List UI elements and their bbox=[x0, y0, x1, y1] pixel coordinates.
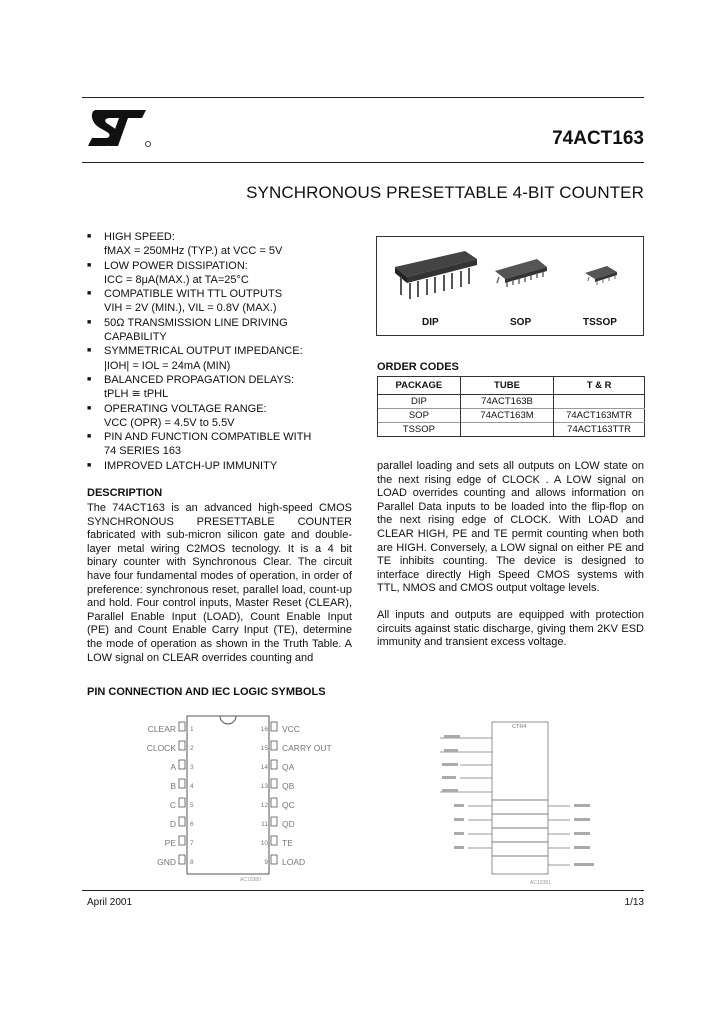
pin-number: 16 bbox=[260, 726, 268, 733]
st-logo bbox=[84, 106, 154, 150]
pin-label: B bbox=[170, 781, 176, 791]
left-pin-labels bbox=[130, 720, 176, 872]
page-title: SYNCHRONOUS PRESETTABLE 4-BIT COUNTER bbox=[246, 183, 644, 202]
order-codes-table bbox=[377, 376, 645, 437]
dip-package-image bbox=[395, 251, 477, 299]
table-cell: TSSOP bbox=[378, 423, 461, 437]
right-pin-numbers bbox=[254, 720, 268, 872]
pin-label: D bbox=[169, 819, 176, 829]
pin-label: QC bbox=[282, 800, 295, 810]
pin-number: 1 bbox=[190, 726, 194, 733]
footer-rule bbox=[82, 890, 644, 891]
tssop-package-image bbox=[585, 266, 617, 285]
dip-label: DIP bbox=[422, 317, 439, 328]
pin-label: C bbox=[169, 800, 176, 810]
table-cell: 74ACT163MTR bbox=[554, 409, 645, 423]
table-cell: 74ACT163TTR bbox=[554, 423, 645, 437]
pin-connection-diagram bbox=[130, 710, 360, 890]
features-list bbox=[87, 230, 357, 473]
pin-number: 8 bbox=[190, 859, 194, 866]
pin-label: LOAD bbox=[282, 857, 306, 867]
feature-item: ■ OPERATING VOLTAGE RANGE: VCC (OPR) = 4.5V to 5.5V bbox=[87, 402, 267, 429]
feature-item: ■ BALANCED PROPAGATION DELAYS: tPLH ≅ tPHL bbox=[87, 373, 295, 401]
table-cell: DIP bbox=[378, 395, 461, 409]
pin-label: VCC bbox=[282, 724, 300, 734]
pin-number: 14 bbox=[260, 764, 268, 771]
footer-page-number: 1/13 bbox=[624, 897, 644, 908]
top-rule bbox=[82, 97, 644, 98]
right-pin-labels bbox=[282, 720, 360, 872]
pin-number: 13 bbox=[260, 783, 268, 790]
feature-item: ■ PIN AND FUNCTION COMPATIBLE WITH 74 SERIES 163 bbox=[87, 431, 312, 458]
pin-number: 2 bbox=[190, 745, 194, 752]
part-number: 74ACT163 bbox=[552, 128, 644, 149]
description-heading: DESCRIPTION bbox=[87, 487, 163, 499]
left-pin-numbers bbox=[190, 720, 202, 872]
ic-caption: AC10380 bbox=[240, 877, 261, 883]
pin-number: 4 bbox=[190, 783, 194, 790]
iec-title: CTR4 bbox=[512, 724, 527, 730]
feature-item: ■ LOW POWER DISSIPATION: ICC = 8μA(MAX.) at TA=25°C bbox=[87, 259, 249, 286]
iec-symbol-drawing bbox=[440, 720, 620, 890]
feature-item: ■ HIGH SPEED: fMAX = 250MHz (TYP.) at VCC = 5V bbox=[87, 231, 283, 258]
pin-label: CARRY OUT bbox=[282, 743, 332, 753]
pin-label: QD bbox=[282, 819, 295, 829]
table-cell: 74ACT163B bbox=[460, 395, 553, 409]
table-cell: SOP bbox=[378, 409, 461, 423]
feature-item: ■ SYMMETRICAL OUTPUT IMPEDANCE: |IOH| = IOL = 24mA (MIN) bbox=[87, 345, 303, 372]
pin-label: GND bbox=[157, 857, 176, 867]
pin-label: CLEAR bbox=[147, 724, 176, 734]
description-right-text-2: All inputs and outputs are equipped with protection circuits against static discharge, giving them 2KV ESD immunity and transient excess voltage. bbox=[377, 609, 644, 649]
pin-number: 10 bbox=[260, 840, 268, 847]
pin-number: 5 bbox=[190, 802, 194, 809]
pin-label: A bbox=[170, 762, 176, 772]
package-images bbox=[376, 236, 644, 336]
pin-number: 3 bbox=[190, 764, 194, 771]
table-cell bbox=[554, 395, 645, 409]
column-header: PACKAGE bbox=[378, 377, 461, 395]
table-cell: 74ACT163M bbox=[460, 409, 553, 423]
table-row bbox=[378, 409, 645, 423]
pin-number: 11 bbox=[261, 821, 268, 828]
table-header-row bbox=[378, 377, 645, 395]
pin-number: 9 bbox=[264, 859, 268, 866]
feature-item: ■ 50Ω TRANSMISSION LINE DRIVING CAPABILITY bbox=[87, 316, 288, 344]
sop-package-image bbox=[495, 259, 547, 287]
column-header: T & R bbox=[554, 377, 645, 395]
table-cell bbox=[460, 423, 553, 437]
pin-number: 15 bbox=[260, 745, 268, 752]
footer-date: April 2001 bbox=[87, 897, 133, 908]
description-left-text: The 74ACT163 is an advanced high-speed CMOS SYNCHRONOUS PRESETTABLE COUNTER fabricated with sub-micron silicon gate and double-layer metal wiring C2MOS tecnology. It is a 4 bit binary counter with Synchronous Clear. The circuit have four fundamental modes of operation, in order of preference: synchronous reset, parallel load, count-up and hold. Four control inputs, Master Reset (CLEAR), Parallel Enable Input (LOAD), Count Enable Input (PE) and Count Enable Carry Input (TE), determine the mode of operation as shown in the Truth Table. A LOW signal on CLEAR overrides counting and bbox=[87, 502, 352, 664]
table-row bbox=[378, 423, 645, 437]
feature-item: ■ IMPROVED LATCH-UP IMMUNITY bbox=[87, 459, 278, 472]
pin-number: 6 bbox=[190, 821, 194, 828]
pin-section-heading: PIN CONNECTION AND IEC LOGIC SYMBOLS bbox=[87, 686, 326, 698]
sop-label: SOP bbox=[510, 317, 532, 328]
pin-label: QB bbox=[282, 781, 295, 791]
pin-label: PE bbox=[164, 838, 176, 848]
pin-number: 7 bbox=[190, 840, 194, 847]
pin-number: 12 bbox=[260, 802, 268, 809]
iec-logic-symbol bbox=[440, 720, 620, 890]
feature-item: ■ COMPATIBLE WITH TTL OUTPUTS VIH = 2V (MIN.), VIL = 0.8V (MAX.) bbox=[87, 288, 283, 315]
column-header: TUBE bbox=[460, 377, 553, 395]
title-rule bbox=[82, 162, 644, 163]
table-row bbox=[378, 395, 645, 409]
pin-label: QA bbox=[282, 762, 295, 772]
iec-caption: AC10381 bbox=[530, 880, 551, 886]
tssop-label: TSSOP bbox=[583, 317, 617, 328]
order-codes-heading: ORDER CODES bbox=[377, 361, 459, 373]
description-right-text: parallel loading and sets all outputs on LOW state on the next rising edge of CLOCK . A LOW signal on LOAD overrides counting and allows information on Parallel Data inputs to be loaded into the flip-flop on the next rising edge of CLOCK. With LOAD and CLEAR HIGH, PE and TE permit counting when both are HIGH. Conversely, a LOW signal on either PE and TE inhibits counting. The device is designed to interface directly High Speed CMOS systems with TTL, NMOS and CMOS output voltage levels. bbox=[377, 460, 644, 595]
pin-label: CLOCK bbox=[146, 743, 176, 753]
pin-label: TE bbox=[282, 838, 293, 848]
